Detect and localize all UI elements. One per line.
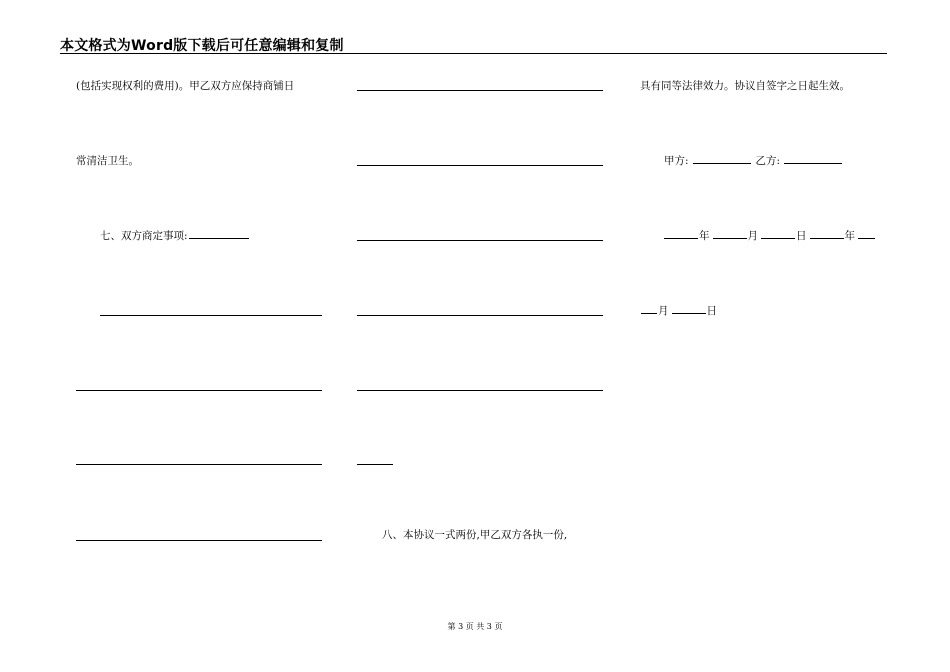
document-header-title: 本文格式为Word版下载后可任意编辑和复制 <box>60 38 344 54</box>
month-label: 月 <box>747 230 758 242</box>
month-label-2: 月 <box>658 305 669 317</box>
month-blank-2-start[interactable] <box>858 237 875 239</box>
month-blank-2-end[interactable] <box>641 312 657 314</box>
day-label-2: 日 <box>706 305 717 317</box>
fill-line[interactable] <box>76 390 322 391</box>
col1-text-line2: 常清洁卫生。 <box>76 155 139 167</box>
fill-line[interactable] <box>76 540 322 541</box>
fill-line[interactable] <box>357 165 603 166</box>
fill-line-short[interactable] <box>357 464 393 465</box>
fill-line[interactable] <box>357 240 603 241</box>
date-row-2 <box>640 304 717 318</box>
clause-7-label: 七、双方商定事项: <box>100 230 188 242</box>
col1-text-line1: (包括实现权利的费用)。甲乙双方应保持商铺日 <box>76 80 295 92</box>
year-label: 年 <box>699 230 710 242</box>
party-a-signature-blank[interactable] <box>693 162 751 164</box>
month-blank[interactable] <box>713 237 747 239</box>
fill-line[interactable] <box>357 90 603 91</box>
fill-line[interactable] <box>100 315 322 316</box>
year-blank[interactable] <box>664 237 698 239</box>
date-row-1 <box>663 229 876 243</box>
year-blank-2[interactable] <box>810 237 844 239</box>
fill-line[interactable] <box>357 390 603 391</box>
day-blank-2[interactable] <box>672 312 706 314</box>
year-label-2: 年 <box>844 230 855 242</box>
signature-row <box>664 154 843 168</box>
fill-line[interactable] <box>357 315 603 316</box>
header-divider <box>60 53 887 54</box>
party-b-label: 乙方: <box>755 155 781 167</box>
clause-7 <box>100 229 250 243</box>
day-label: 日 <box>796 230 807 242</box>
page-footer: 第 3 页 共 3 页 <box>447 622 503 631</box>
day-blank[interactable] <box>761 237 795 239</box>
party-a-label: 甲方: <box>664 155 689 167</box>
fill-line[interactable] <box>76 464 322 465</box>
clause-8-text: 八、本协议一式两份,甲乙双方各执一份, <box>382 529 568 541</box>
party-b-signature-blank[interactable] <box>784 162 842 164</box>
col3-text-line1: 具有同等法律效力。协议自签字之日起生效。 <box>640 80 850 92</box>
clause-7-blank[interactable] <box>189 237 249 239</box>
